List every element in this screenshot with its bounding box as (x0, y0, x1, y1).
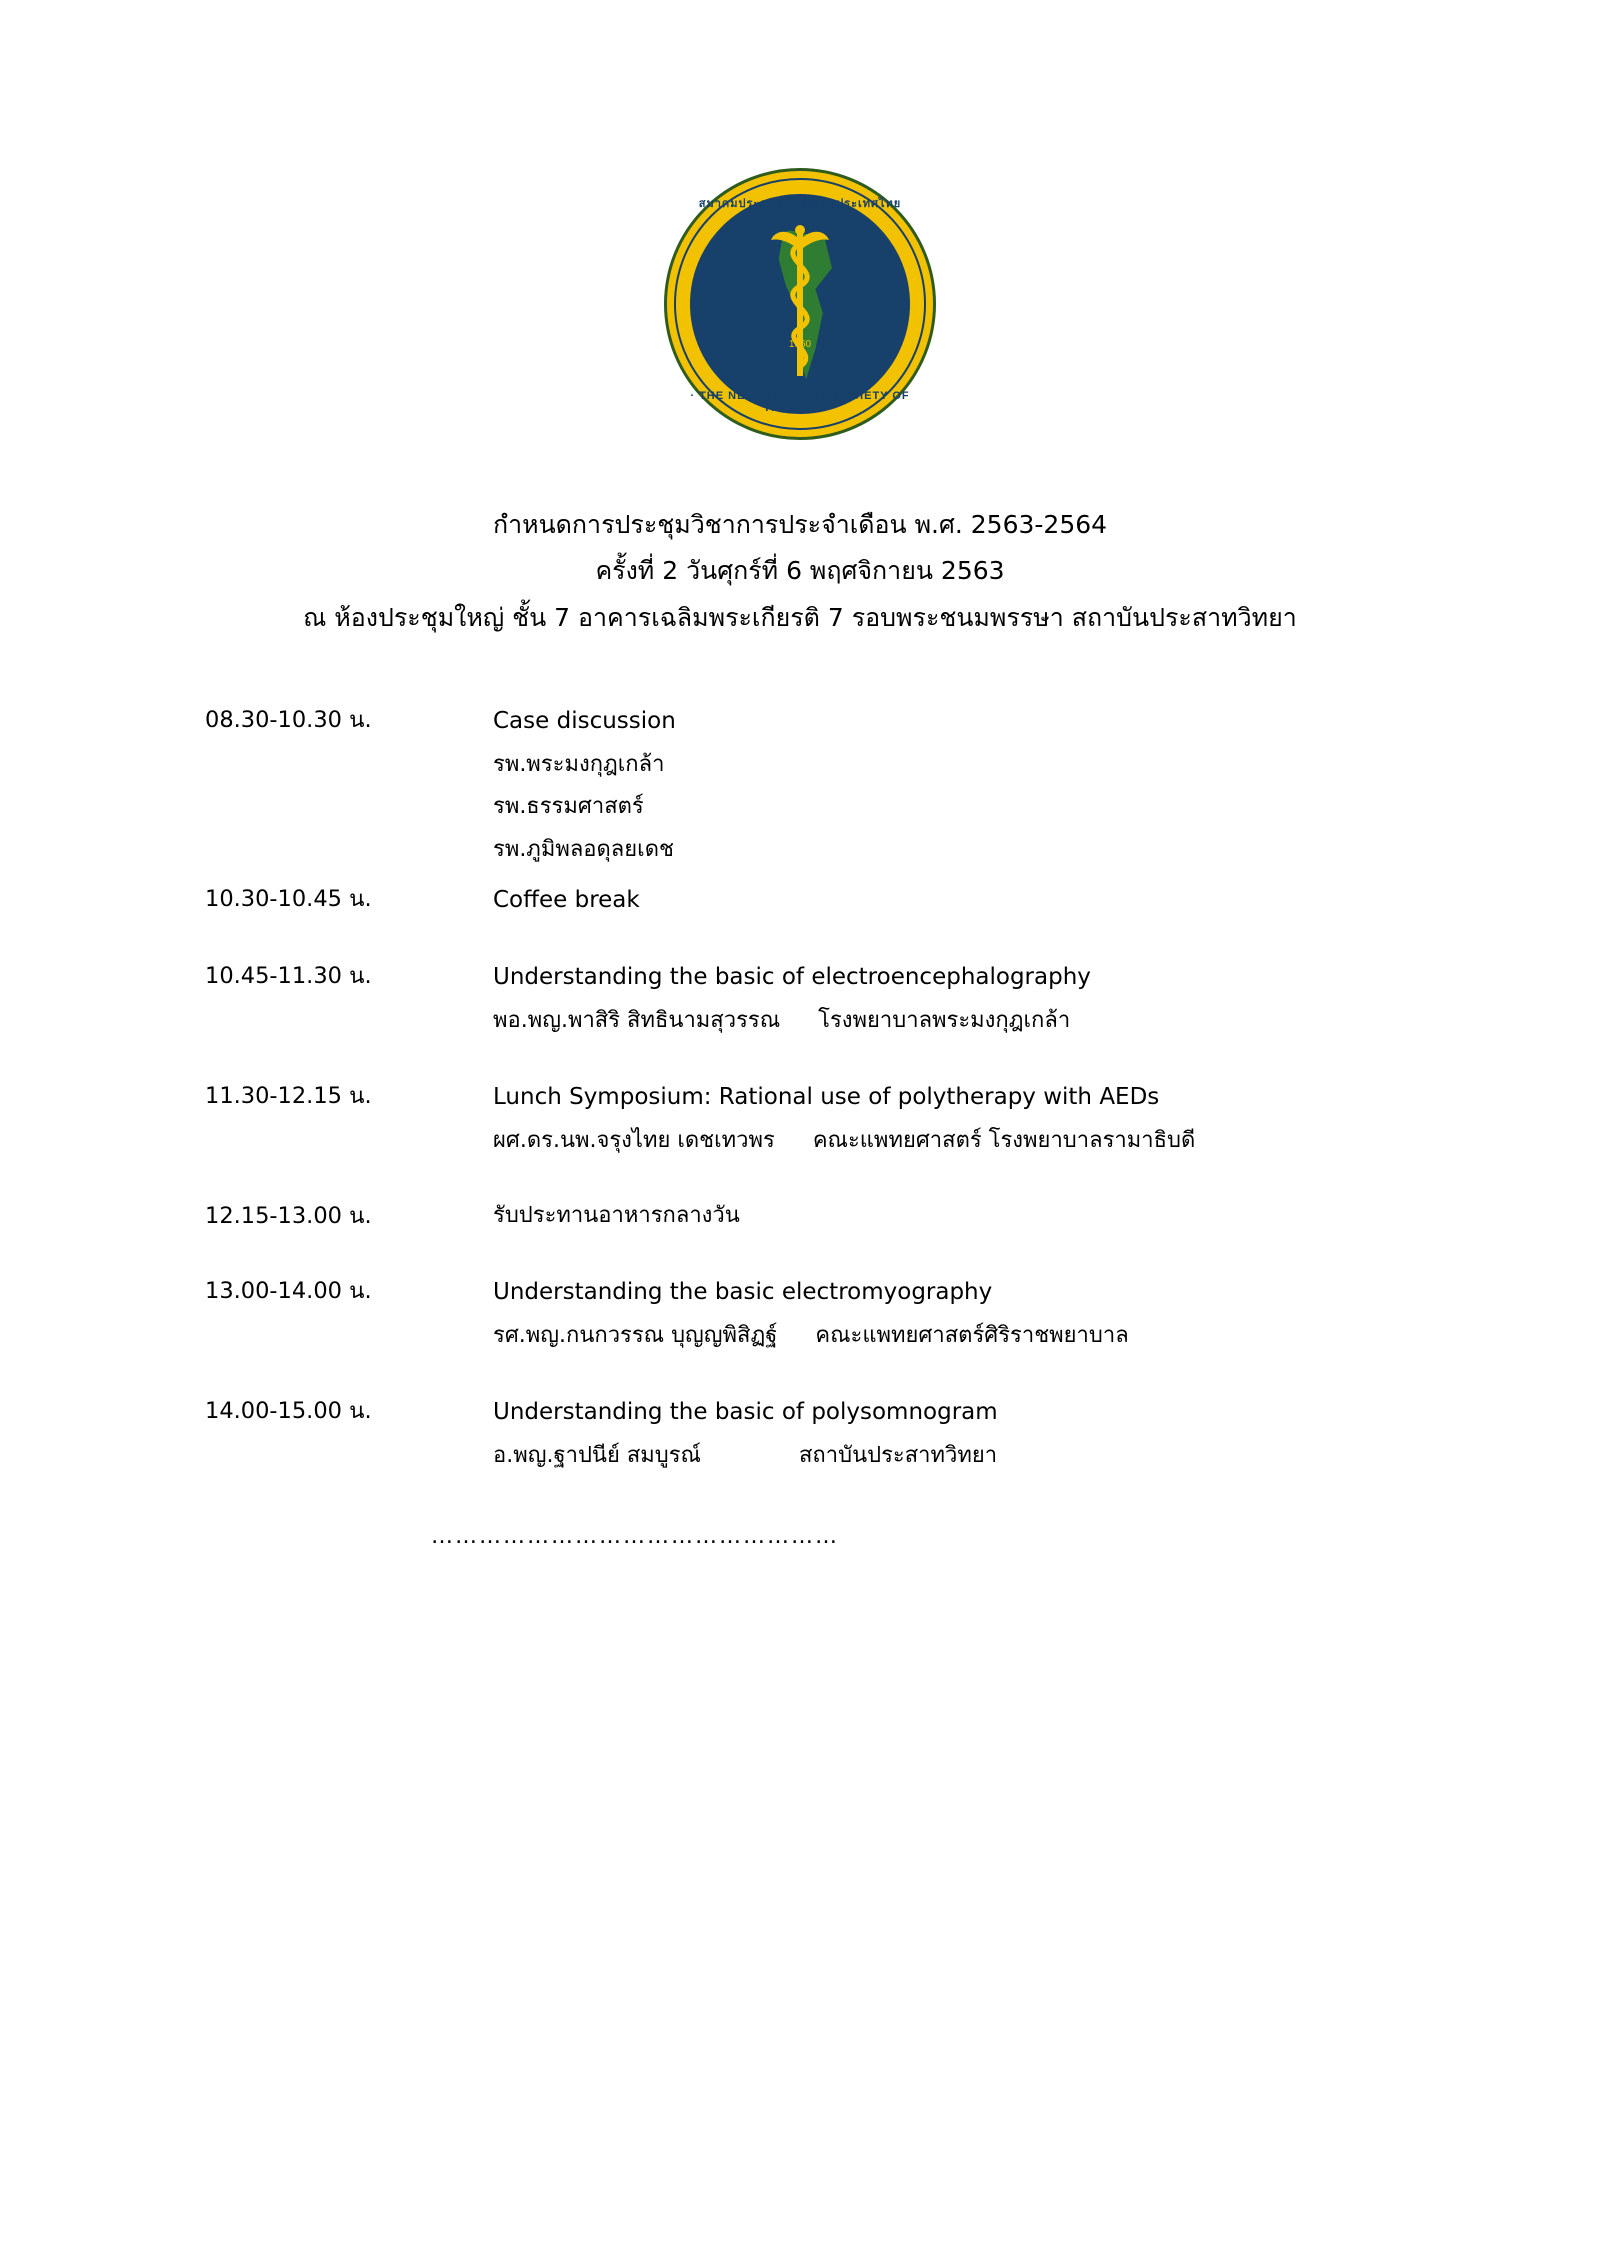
schedule-time: 14.00-15.00 น. (205, 1398, 372, 1425)
schedule-row (205, 878, 1395, 923)
schedule-row (205, 1270, 1395, 1358)
logo-disc (686, 190, 914, 418)
schedule-body (493, 1390, 1395, 1478)
caduceus-icon (745, 224, 855, 384)
schedule-time: 08.30-10.30 น. (205, 706, 372, 733)
schedule-detail-line (493, 1120, 1395, 1163)
schedule-detail-affiliation: โรงพยาบาลพระมงกุฎเกล้า (818, 1007, 1071, 1033)
schedule-detail-name: รพ.พระมงกุฎเกล้า (493, 751, 665, 777)
schedule-detail-line (493, 1435, 1395, 1478)
schedule-body (493, 1075, 1395, 1163)
schedule-detail-name: พอ.พญ.พาสิริ สิทธินามสุวรรณ (493, 1007, 781, 1033)
spacer (205, 1244, 1395, 1270)
neurological-society-logo (664, 168, 936, 440)
schedule-detail-affiliation: คณะแพทยศาสตร์ โรงพยาบาลรามาธิบดี (812, 1127, 1196, 1153)
schedule-detail-line (493, 786, 1395, 829)
schedule-detail-name: รพ.ภูมิพลอดุลยเดช (493, 837, 674, 863)
schedule-detail-line (493, 829, 1395, 872)
heading-line-2: ครั้งที่ 2 วันศุกร์ที่ 6 พฤศจิกายน 2563 (595, 556, 1005, 586)
footer-dots: …………………………………………… (431, 1523, 839, 1549)
schedule-title: Understanding the basic of electroencephalography (493, 964, 1091, 991)
spacer (205, 1169, 1395, 1195)
schedule-title: Understanding the basic of polysomnogram (493, 1399, 998, 1426)
document-heading-block (0, 502, 1600, 641)
schedule-detail-line (493, 1315, 1395, 1358)
logo-arc-bottom-text: · THE NEUROLOGICAL SOCIETY OF THAILAND · (690, 390, 910, 414)
schedule-time: 10.45-11.30 น. (205, 963, 372, 990)
schedule-title: Understanding the basic electromyography (493, 1279, 993, 1306)
schedule-time: 10.30-10.45 น. (205, 886, 372, 913)
schedule-row (205, 699, 1395, 873)
logo-year: 1960 (788, 339, 812, 350)
heading-line-3: ณ ห้องประชุมใหญ่ ชั้น 7 อาคารเฉลิมพระเกียรติ 7 รอบพระชนมพรรษา สถาบันประสาทวิทยา (303, 602, 1297, 632)
schedule-row (205, 955, 1395, 1043)
schedule-time: 11.30-12.15 น. (205, 1082, 372, 1109)
schedule-detail-name: ผศ.ดร.นพ.จรุงไทย เดชเทวพร (493, 1127, 775, 1153)
schedule-detail-affiliation: คณะแพทยศาสตร์ศิริราชพยาบาล (815, 1323, 1129, 1349)
schedule-title: รับประทานอาหารกลางวัน (493, 1202, 740, 1228)
heading-line-1: กำหนดการประชุมวิชาการประจำเดือน พ.ศ. 2563-2564 (492, 510, 1108, 539)
schedule-list (0, 699, 1600, 1478)
schedule-time: 12.15-13.00 น. (205, 1202, 372, 1229)
schedule-detail-name: รศ.พญ.กนกวรรณ บุญญพิสิฏฐ์ (493, 1323, 778, 1349)
schedule-body (493, 1195, 1395, 1238)
spacer (205, 1049, 1395, 1075)
schedule-body (493, 699, 1395, 873)
schedule-detail-name: รพ.ธรรมศาสตร์ (493, 794, 644, 820)
schedule-body (493, 955, 1395, 1043)
schedule-detail-affiliation: สถาบันประสาทวิทยา (799, 1443, 998, 1469)
schedule-row (205, 1075, 1395, 1163)
schedule-row (205, 1390, 1395, 1478)
schedule-body (493, 1270, 1395, 1358)
schedule-detail-line (493, 744, 1395, 787)
schedule-body (493, 878, 1395, 923)
schedule-detail-line (493, 1000, 1395, 1043)
logo-container (0, 0, 1600, 440)
schedule-time: 13.00-14.00 น. (205, 1278, 372, 1305)
schedule-title: Lunch Symposium: Rational use of polytherapy with AEDs (493, 1083, 1160, 1110)
schedule-row (205, 1195, 1395, 1239)
schedule-title: Coffee break (493, 887, 640, 914)
schedule-title: Case discussion (493, 707, 676, 734)
logo-arc-top-text: สมาคมประสาทวิทยาแห่งประเทศไทย (698, 198, 902, 210)
schedule-detail-name: อ.พญ.ฐาปนีย์ สมบูรณ์ (493, 1443, 701, 1469)
spacer (205, 1364, 1395, 1390)
spacer (205, 929, 1395, 955)
